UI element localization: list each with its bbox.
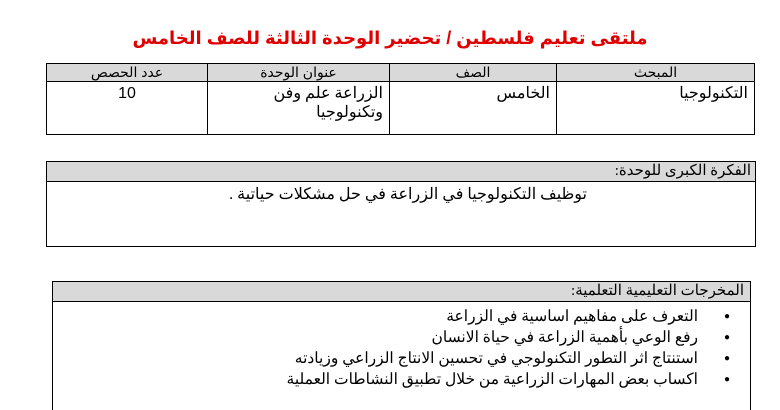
list-item: ● اكساب بعض المهارات الزراعية من خلال تطبيق النشاطات العملية: [53, 369, 712, 390]
cell-unit-title: الزراعة علم وفن وتكنولوجيا: [208, 82, 390, 135]
table-row: [47, 82, 755, 135]
page-title: ملتقى تعليم فلسطين / تحضير الوحدة الثالثة للصف الخامس: [132, 28, 648, 48]
header-subject: المبحث: [557, 64, 755, 82]
list-item: ● رفع الوعي بأهمية الزراعة في حياة الانسان: [53, 327, 712, 348]
table-header-row: [47, 64, 755, 82]
big-idea-text: توظيف التكنولوجيا في الزراعة في حل مشكلات حياتية .: [229, 186, 587, 203]
header-periods: عدد الحصص: [47, 64, 208, 82]
header-unit-title: عنوان الوحدة: [208, 64, 390, 82]
list-item: ● التعرف على مفاهيم اساسية في الزراعة: [53, 306, 712, 327]
big-idea-header: الفكرة الكبرى للوحدة:: [47, 162, 755, 182]
learning-outcomes-list: [53, 302, 750, 390]
learning-outcomes-header: المخرجات التعليمية التعلمية:: [53, 282, 750, 302]
unit-info-table: [46, 63, 755, 135]
learning-outcomes-box: [52, 281, 751, 410]
cell-subject: التكنولوجيا: [557, 82, 755, 135]
header-class: الصف: [390, 64, 557, 82]
cell-periods: 10: [47, 82, 208, 135]
cell-class: الخامس: [390, 82, 557, 135]
big-idea-box: [46, 161, 756, 247]
list-item: ● استنتاج اثر التطور التكنولوجي في تحسين الانتاج الزراعي وزيادته: [53, 348, 712, 369]
